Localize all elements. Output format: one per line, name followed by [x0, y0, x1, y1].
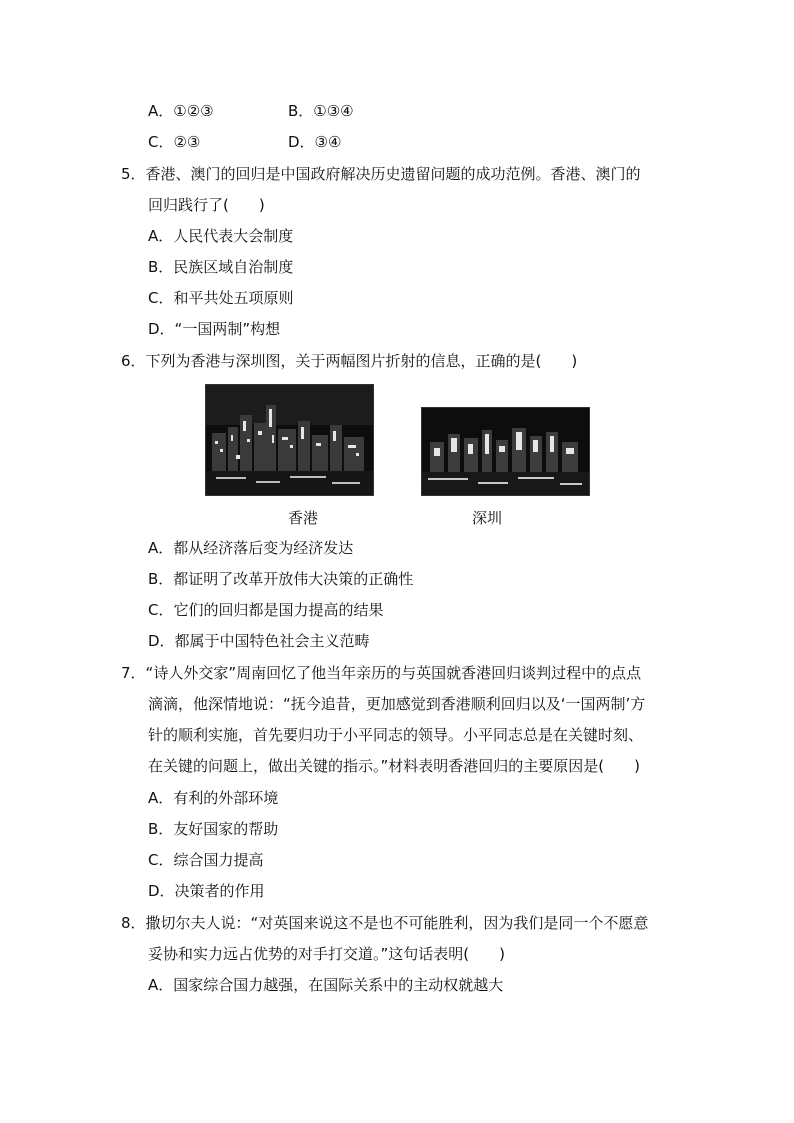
q7-stem-line1: 7．“诗人外交家”周南回忆了他当年亲历的与英国就香港回归谈判过程中的点点 [121, 664, 642, 682]
hongkong-night-photo [205, 384, 374, 496]
q7-stem-line3: 针的顺利实施，首先要归功于小平同志的领导。小平同志总是在关键时刻、 [148, 726, 644, 744]
shenzhen-skyline-graphic [422, 408, 589, 495]
q6-stem: 6．下列为香港与深圳图，关于两幅图片折射的信息，正确的是( ) [121, 352, 578, 370]
q6-option-d: D．都属于中国特色社会主义范畴 [148, 632, 370, 650]
q5-stem-line2: 回归践行了( ) [148, 196, 265, 214]
hongkong-skyline-graphic [206, 385, 373, 495]
shenzhen-night-photo [421, 407, 590, 496]
option-a: A．①②③ [148, 102, 214, 120]
q8-stem-line2: 妥协和实力远占优势的对手打交道。”这句话表明( ) [148, 945, 505, 963]
q7-stem-line2: 滴滴，他深情地说：“抚今追昔，更加感觉到香港顺利回归以及‘一国两制’方 [148, 695, 646, 713]
q5-option-d: D．“一国两制”构想 [148, 320, 281, 338]
caption-shenzhen: 深圳 [472, 509, 503, 527]
q7-stem-line4: 在关键的问题上，做出关键的指示。”材料表明香港回归的主要原因是( ) [148, 757, 640, 775]
q6-option-c: C．它们的回归都是国力提高的结果 [148, 601, 384, 619]
caption-hongkong: 香港 [288, 509, 319, 527]
q6-option-b: B．都证明了改革开放伟大决策的正确性 [148, 570, 414, 588]
q8-stem-line1: 8．撒切尔夫人说：“对英国来说这不是也不可能胜利，因为我们是同一个不愿意 [121, 914, 649, 932]
q7-option-a: A．有利的外部环境 [148, 789, 279, 807]
q5-option-c: C．和平共处五项原则 [148, 289, 294, 307]
q7-option-b: B．友好国家的帮助 [148, 820, 279, 838]
q6-option-a: A．都从经济落后变为经济发达 [148, 539, 354, 557]
q7-option-c: C．综合国力提高 [148, 851, 264, 869]
option-b: B．①③④ [288, 102, 354, 120]
option-c: C．②③ [148, 133, 201, 151]
q5-stem-line1: 5．香港、澳门的回归是中国政府解决历史遗留问题的成功范例。香港、澳门的 [121, 165, 641, 183]
q5-option-b: B．民族区域自治制度 [148, 258, 294, 276]
q5-option-a: A．人民代表大会制度 [148, 227, 294, 245]
q7-option-d: D．决策者的作用 [148, 882, 265, 900]
q8-option-a: A．国家综合国力越强，在国际关系中的主动权就越大 [148, 976, 504, 994]
option-d: D．③④ [288, 133, 342, 151]
